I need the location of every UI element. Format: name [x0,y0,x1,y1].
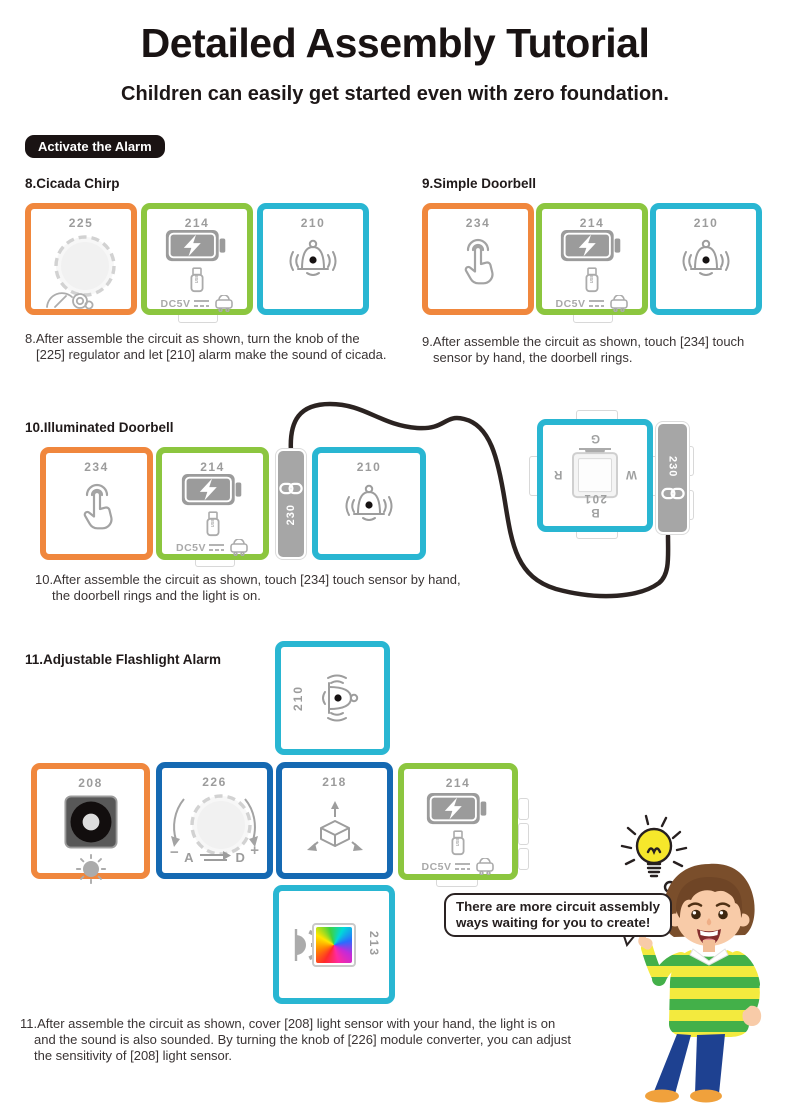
module-number: 230 [285,504,297,526]
usb-label: USB [210,518,215,528]
double-arrow-icon [198,851,232,865]
dc-symbol-icon [194,299,211,308]
module-block-201 [537,419,653,532]
rotate-left-arrow-icon [170,796,186,850]
module-block-234 [40,447,153,560]
dc5v-row [555,295,628,312]
wire-module-230 [276,449,306,559]
battery-icon [425,789,491,829]
motion-cube-icon [303,797,367,859]
alarm-bell-icon [674,235,738,283]
touch-icon [451,229,505,289]
plug-icon [609,295,629,312]
rgb-letter-b: B [590,506,600,518]
module-number: 210 [356,460,382,474]
led-square [572,452,618,498]
usb-stick-icon [188,267,206,293]
wire-module-230 [656,422,689,534]
dc5v-row [160,295,233,312]
dc5v-row [421,858,494,875]
page-subtitle: Children can easily get started even with zero foundation. [121,83,669,105]
caption-8: 8.After assemble the circuit as shown, turn the knob of the [225] regulator and let [210] alarm make the sound of cicada. [25,331,387,362]
dc5v-row [176,539,249,556]
light-sensor-icon [64,795,118,849]
dc5v-label: DC5V [421,860,452,873]
connector-tab [518,798,529,820]
module-number: 214 [184,216,210,230]
module-number: 214 [579,216,605,230]
section-11-heading: 11.Adjustable Flashlight Alarm [25,652,222,667]
chain-link-icon [279,482,303,495]
plug-icon [229,539,249,556]
module-block-213 [273,885,395,1004]
module-number: 218 [322,775,347,789]
connector-tab [518,848,529,870]
module-number: 210 [291,684,305,712]
usb-label: USB [590,274,595,284]
module-block-214 [536,203,648,315]
caption-9: 9.After assemble the circuit as shown, touch [234] touch sensor by hand, the doorbell rings. [422,334,745,365]
module-block-225 [25,203,137,315]
chain-link-icon [661,487,685,500]
usb-stick-icon [449,830,467,856]
battery-icon [180,470,246,510]
battery-group [404,789,512,875]
section-10-heading: 10.Illuminated Doorbell [25,420,174,435]
module-number: 234 [84,460,109,474]
dc-symbol-icon [589,299,606,308]
plug-icon [475,858,495,875]
dc-symbol-icon [455,862,472,871]
speech-bubble: There are more circuit assembly ways waiting for you to create! [444,893,672,937]
module-number: 208 [78,776,103,790]
alarm-bell-icon [281,235,345,283]
page-title: Detailed Assembly Tutorial [140,20,650,66]
module-number: 230 [666,456,679,478]
plug-icon [214,295,234,312]
module-number: 214 [445,776,471,790]
module-block-214 [156,447,269,560]
minus-label: − [170,844,179,861]
battery-icon [559,226,625,266]
module-block-218 [276,762,393,879]
module-number: 226 [202,775,227,789]
section-8-heading: 8.Cicada Chirp [25,176,120,191]
module-block-214 [398,763,518,880]
usb-stick-icon [204,511,222,537]
a-label: A [184,850,194,865]
alarm-bell-icon [337,480,401,528]
module-block-210 [312,447,426,560]
gauge-motor-icon [43,285,97,311]
activate-alarm-badge: Activate the Alarm [25,135,165,158]
module-number: 201 [583,492,607,504]
module-number: 210 [300,216,326,230]
module-block-214 [141,203,253,315]
module-number: 210 [693,216,719,230]
dc5v-label: DC5V [160,297,191,310]
usb-label: USB [456,837,461,847]
caption-10: 10.After assemble the circuit as shown, touch [234] touch sensor by hand, the doorbell rings and the light is on. [35,572,461,603]
battery-group [542,226,642,312]
rgb-letter-g: G [590,432,600,444]
rgb-letter-r: R [553,467,563,480]
dc-symbol-icon [209,543,226,552]
module-number: 234 [465,216,491,230]
usb-label: USB [195,274,200,284]
module-block-234 [422,203,534,315]
battery-group [162,470,263,556]
dc5v-label: DC5V [175,541,206,554]
rgb-letter-w: W [625,467,637,480]
battery-group [147,226,247,312]
connector-tab [518,823,529,845]
module-block-226 [156,762,273,879]
module-number: 213 [367,931,381,958]
sun-icon [75,853,107,885]
module-block-208 [31,763,150,879]
battery-icon [164,226,230,266]
module-block-210 [257,203,369,315]
a-to-d-row [162,850,267,865]
alarm-bell-icon [315,666,363,730]
module-block-210 [650,203,762,315]
module-number: 214 [200,460,225,474]
module-number: 225 [68,216,94,230]
caption-11: 11.After assemble the circuit as shown, cover [208] light sensor with your hand, the light is on and the sound is also sounded. By turning the knob of [226] module converter, you can adjust the sensitivity of [208] light sensor. [20,1016,571,1063]
dc5v-label: DC5V [555,297,586,310]
module-block-210-rotated [275,641,390,755]
section-9-heading: 9.Simple Doorbell [422,176,537,191]
usb-stick-icon [583,267,601,293]
touch-icon [70,474,124,534]
plus-label: + [250,842,259,859]
d-label: D [235,850,245,865]
rgb-led-icon [312,923,356,967]
